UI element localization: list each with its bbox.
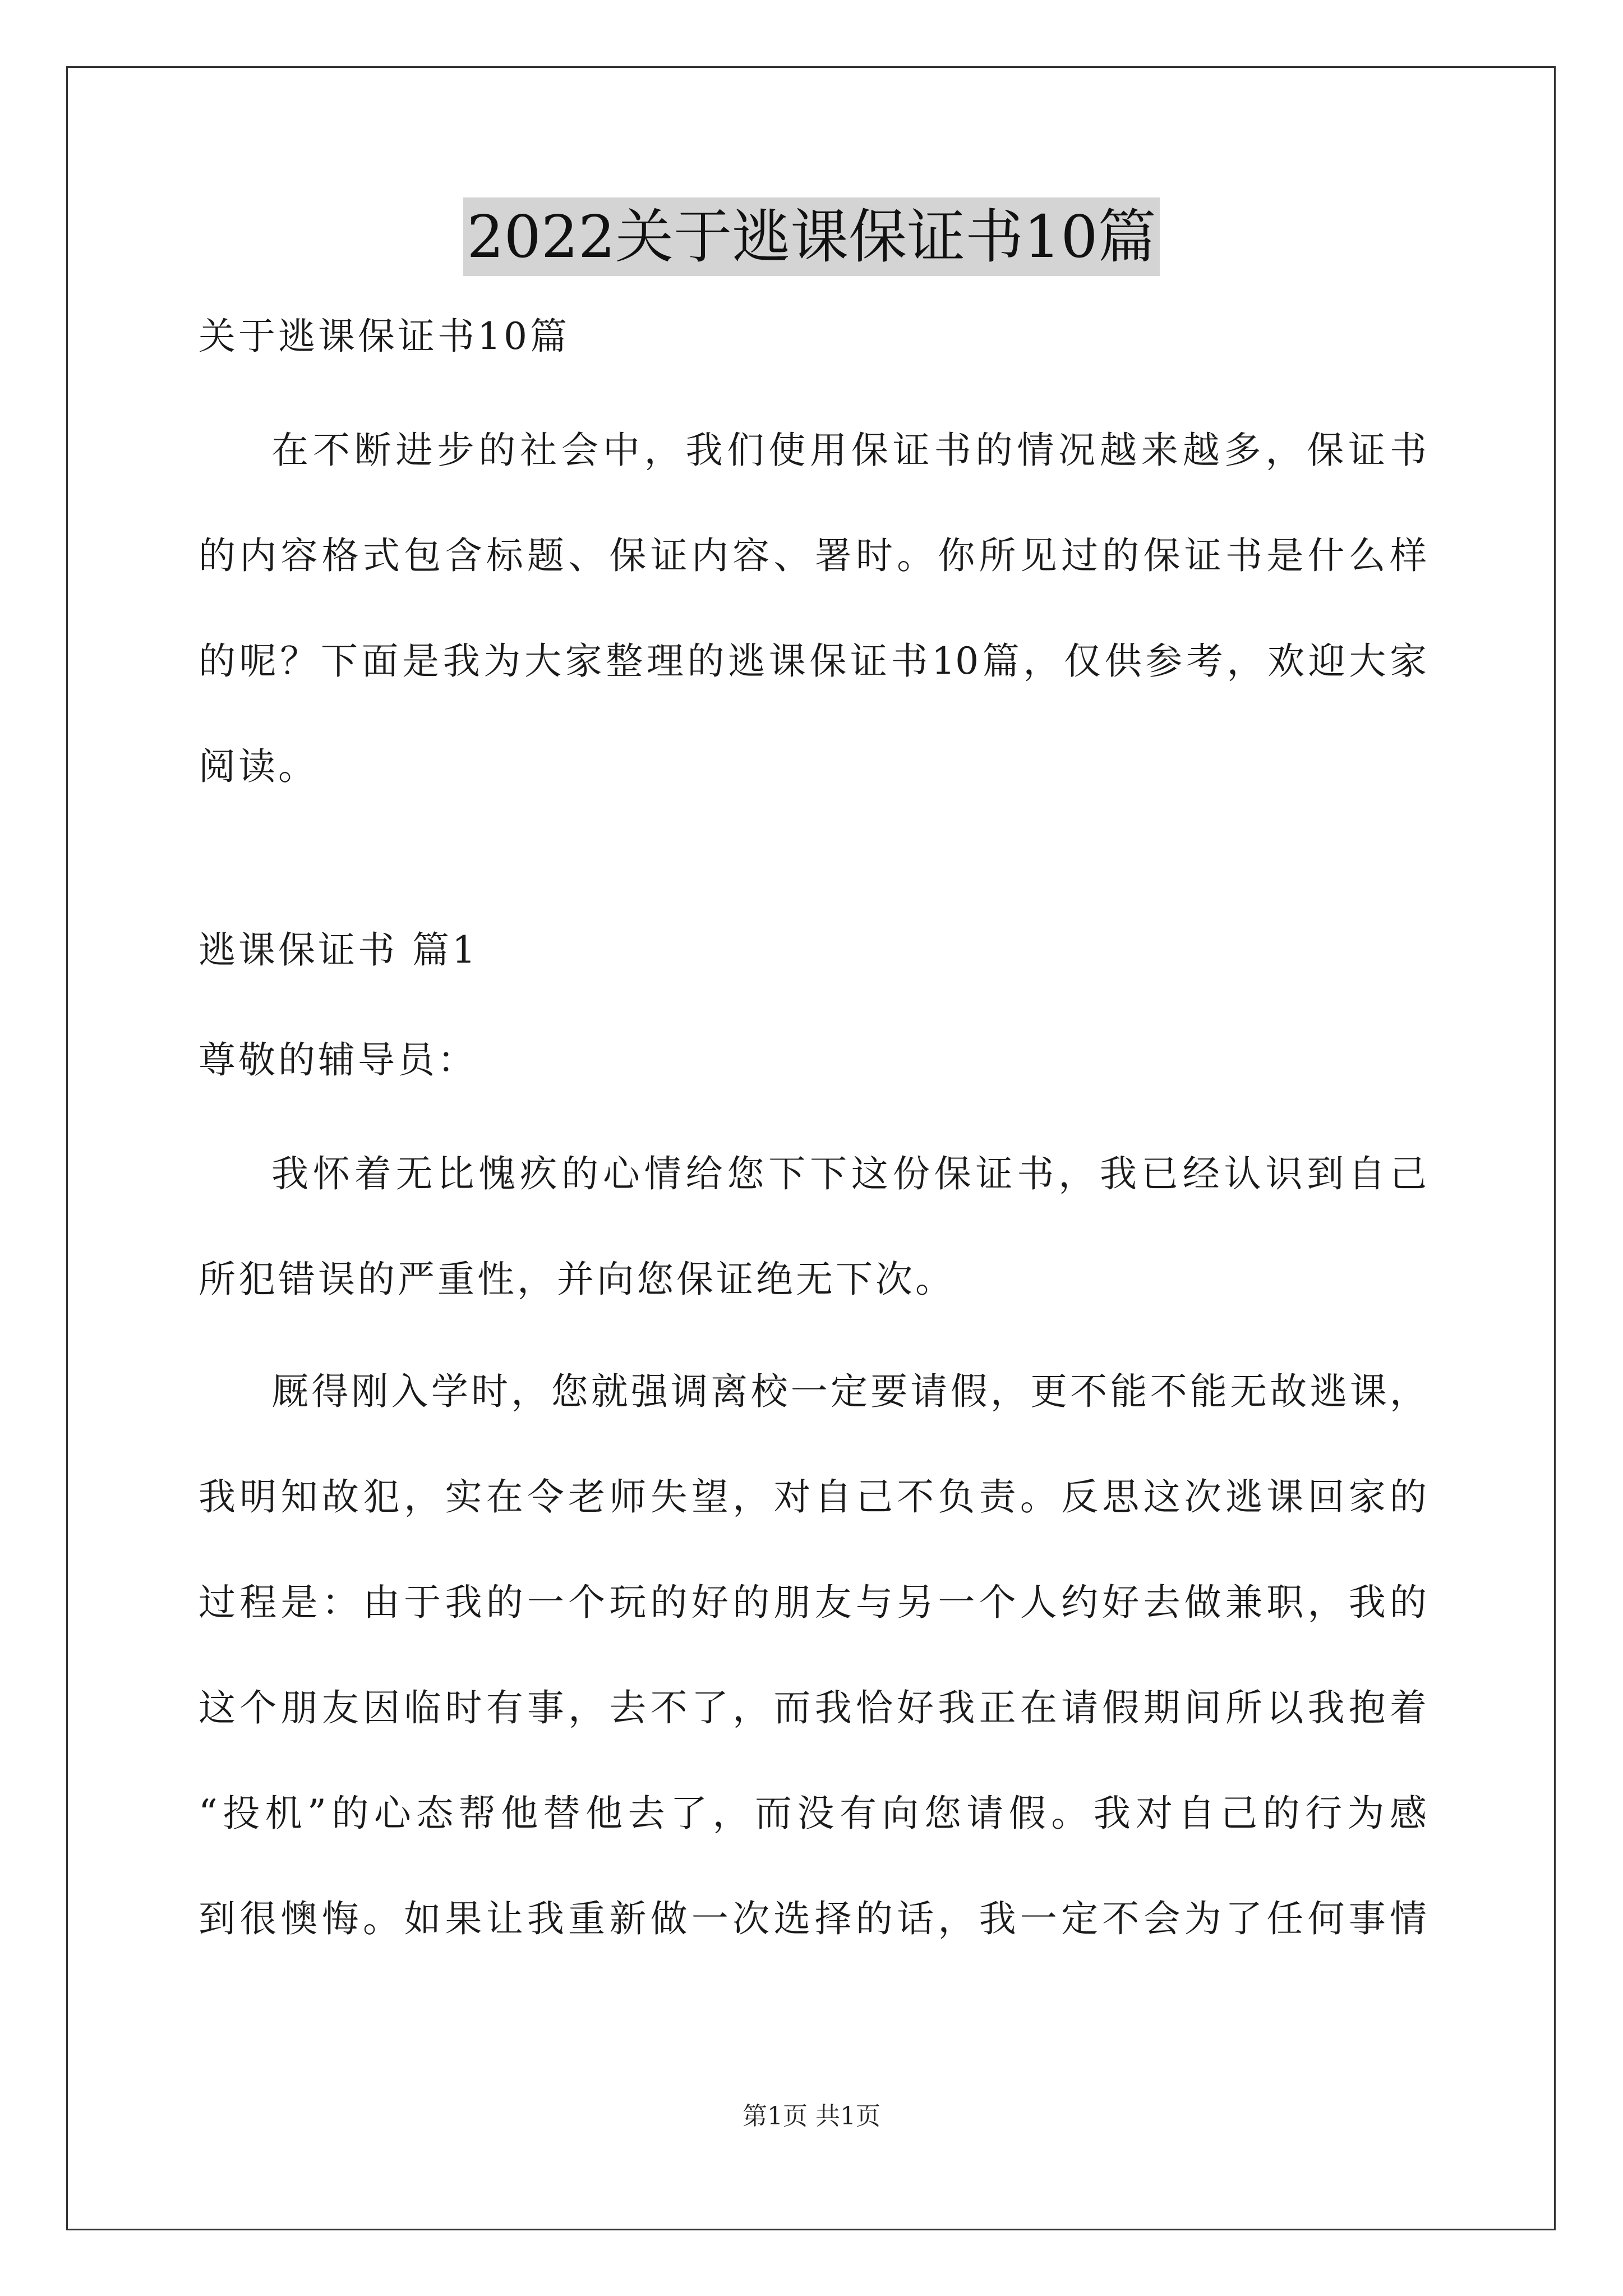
- body-line: 所犯错误的严重性，并向您保证绝无下次。: [199, 1258, 955, 1301]
- body-line: 这个朋友因临时有事，去不了，而我恰好我正在请假期间所以我抱着: [199, 1686, 1427, 1729]
- salutation: 尊敬的辅导员：: [199, 1038, 477, 1082]
- section-heading: 逃课保证书 篇1: [199, 928, 478, 972]
- subtitle: 关于逃课保证书10篇: [199, 315, 570, 358]
- intro-line: 的呢？下面是我为大家整理的逃课保证书10篇，仅供参考，欢迎大家: [199, 639, 1427, 683]
- body-line: “投机”的心态帮他替他去了，而没有向您请假。我对自己的行为感: [199, 1792, 1427, 1835]
- intro-line: 在不断进步的社会中，我们使用保证书的情况越来越多，保证书: [271, 429, 1427, 472]
- body-line: 过程是：由于我的一个玩的好的朋友与另一个人约好去做兼职，我的: [199, 1581, 1427, 1624]
- body-line: 我怀着无比愧疚的心情给您下下这份保证书，我已经认识到自己: [271, 1152, 1427, 1195]
- body-line: 到很懊悔。如果让我重新做一次选择的话，我一定不会为了任何事情: [199, 1897, 1427, 1940]
- page-footer: 第1页 共1页: [743, 2102, 880, 2131]
- body-line: 厩得刚入学时，您就强调离校一定要请假，更不能不能无故逃课，: [271, 1370, 1427, 1413]
- document-title: 2022关于逃课保证书10篇: [463, 197, 1159, 276]
- intro-line: 的内容格式包含标题、保证内容、署时。你所见过的保证书是什么样: [199, 534, 1427, 577]
- body-line: 我明知故犯，实在令老师失望，对自己不负责。反思这次逃课回家的: [199, 1475, 1427, 1519]
- intro-line: 阅读。: [199, 745, 318, 788]
- title-container: [0, 197, 1623, 276]
